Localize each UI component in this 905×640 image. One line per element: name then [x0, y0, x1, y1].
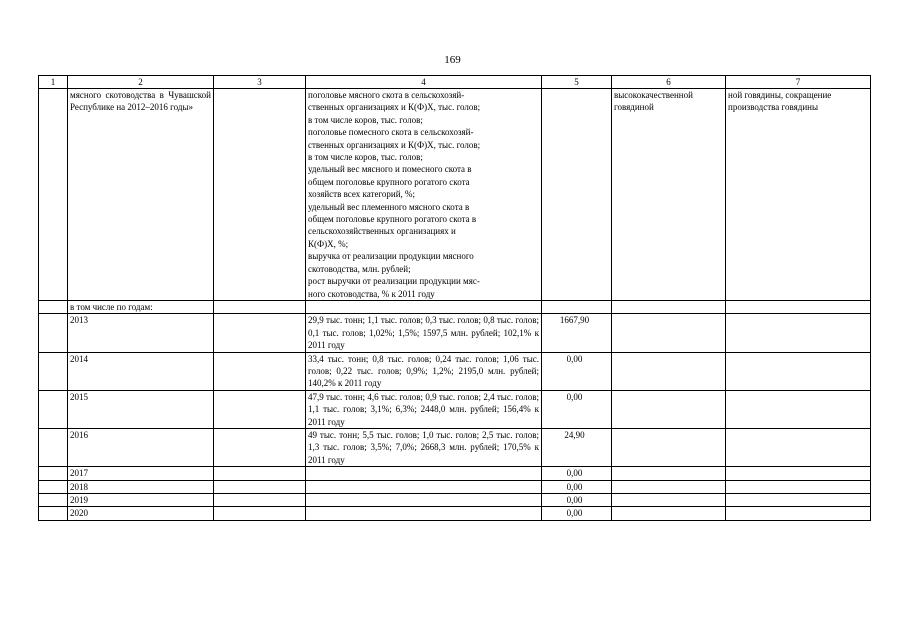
cell-year-6	[612, 390, 726, 428]
cell-year-1	[39, 507, 68, 520]
year-indicators-cell: 47,9 тыс. тонн; 4,6 тыс. голов; 0,9 тыс. голов; 2,4 тыс. голов; 1,1 тыс. голов; 3,1%; 6,3%; 2448,0 млн. рублей; 156,4% к 2011 году	[306, 390, 542, 428]
cell-year-3	[214, 352, 306, 390]
cell-years-3	[214, 300, 306, 313]
col-header-5: 5	[542, 76, 612, 89]
cell-intro-3	[214, 89, 306, 301]
year-indicators-cell	[306, 507, 542, 520]
cell-year-7	[726, 507, 871, 520]
cell-year-6	[612, 507, 726, 520]
cell-year-1	[39, 390, 68, 428]
cell-year-1	[39, 467, 68, 480]
expected-result-cell: высококачественной говядиной	[612, 89, 726, 301]
year-cell: 2018	[68, 480, 214, 493]
year-cell: 2019	[68, 494, 214, 507]
cell-year-6	[612, 428, 726, 466]
year-indicators-cell: 29,9 тыс. тонн; 1,1 тыс. голов; 0,3 тыс. голов; 0,8 тыс. голов; 0,1 тыс. голов; 1,02%; 1,5%; 1597,5 млн. рублей; 102,1% к 2011 году	[306, 314, 542, 352]
indicator-line: К(Ф)Х, %;	[308, 238, 349, 249]
cell-year-1	[39, 494, 68, 507]
year-indicators-cell	[306, 467, 542, 480]
indicator-line: удельный вес племенного мясного скота в	[308, 201, 470, 212]
result-continuation-cell: ной говядины, сокращение производства говядины	[726, 89, 871, 301]
year-row	[39, 428, 871, 466]
indicator-line: поголовье мясного скота в сельскохозяй-	[308, 90, 465, 100]
year-cell: 2017	[68, 467, 214, 480]
cell-year-7	[726, 467, 871, 480]
indicator-line: скотоводства, млн. рублей;	[308, 263, 411, 274]
by-years-label: в том числе по годам:	[68, 300, 214, 313]
cell-year-3	[214, 494, 306, 507]
program-title-cell: мясного скотоводства в Чувашской Республике на 2012–2016 годы»	[68, 89, 214, 301]
indicator-line: поголовье помесного скота в сельскохозяй-	[308, 127, 474, 138]
col-header-7: 7	[726, 76, 871, 89]
indicator-line: в том числе коров, тыс. голов;	[308, 114, 423, 125]
indicator-line: сельскохозяйственных организациях и	[308, 226, 456, 237]
cell-year-6	[612, 480, 726, 493]
funding-amount-cell: 0,00	[542, 390, 612, 428]
indicator-line: в том числе коров, тыс. голов;	[308, 152, 423, 163]
indicator-line: общем поголовье крупного рогатого скота в	[308, 214, 477, 225]
col-header-6: 6	[612, 76, 726, 89]
cell-years-4	[306, 300, 542, 313]
cell-year-7	[726, 428, 871, 466]
year-row	[39, 494, 871, 507]
by-years-row	[39, 300, 871, 313]
funding-amount-cell: 1667,90	[542, 314, 612, 352]
funding-amount-cell: 0,00	[542, 507, 612, 520]
cell-years-6	[612, 300, 726, 313]
cell-year-7	[726, 352, 871, 390]
indicator-line: хозяйств всех категорий, %;	[308, 189, 416, 200]
cell-years-5	[542, 300, 612, 313]
cell-year-1	[39, 352, 68, 390]
cell-year-3	[214, 390, 306, 428]
funding-amount-cell: 0,00	[542, 494, 612, 507]
cell-intro-5	[542, 89, 612, 301]
year-indicators-cell: 33,4 тыс. тонн; 0,8 тыс. голов; 0,24 тыс. голов; 1,06 тыс. голов; 0,22 тыс. голов; 0,9%; 1,2%; 2195,0 млн. рублей; 140,2% к 2011 году	[306, 352, 542, 390]
indicator-line: удельный вес мясного и помесного скота в	[308, 164, 472, 175]
cell-year-3	[214, 314, 306, 352]
funding-amount-cell: 0,00	[542, 480, 612, 493]
cell-year-6	[612, 352, 726, 390]
year-cell: 2020	[68, 507, 214, 520]
cell-years-7	[726, 300, 871, 313]
col-header-2: 2	[68, 76, 214, 89]
funding-amount-cell: 0,00	[542, 352, 612, 390]
funding-amount-cell: 0,00	[542, 467, 612, 480]
year-row	[39, 480, 871, 493]
program-table	[38, 75, 871, 521]
year-row	[39, 467, 871, 480]
cell-year-7	[726, 494, 871, 507]
cell-year-6	[612, 467, 726, 480]
year-cell: 2015	[68, 390, 214, 428]
funding-amount-cell: 24,90	[542, 428, 612, 466]
year-cell: 2013	[68, 314, 214, 352]
cell-year-7	[726, 314, 871, 352]
year-row	[39, 390, 871, 428]
cell-year-7	[726, 480, 871, 493]
year-row	[39, 352, 871, 390]
year-row	[39, 314, 871, 352]
indicator-line: ственных организациях и К(Ф)Х, тыс. голов;	[308, 139, 481, 150]
year-cell: 2016	[68, 428, 214, 466]
indicator-line: ственных организациях и К(Ф)Х, тыс. голов;	[308, 102, 481, 113]
year-row	[39, 507, 871, 520]
cell-intro-1	[39, 89, 68, 301]
page-number: 169	[444, 54, 461, 66]
year-cell: 2014	[68, 352, 214, 390]
indicator-line: выручка от реализации продукции мясного	[308, 251, 474, 262]
indicator-line: рост выручки от реализации продукции мяс-	[308, 276, 480, 287]
indicators-list-cell	[306, 89, 542, 301]
year-indicators-cell	[306, 494, 542, 507]
col-header-3: 3	[214, 76, 306, 89]
cell-years-1	[39, 300, 68, 313]
year-indicators-cell	[306, 480, 542, 493]
column-number-row	[39, 76, 871, 89]
cell-year-6	[612, 314, 726, 352]
cell-year-3	[214, 467, 306, 480]
cell-year-1	[39, 314, 68, 352]
cell-year-7	[726, 390, 871, 428]
cell-year-3	[214, 507, 306, 520]
indicator-line: общем поголовье крупного рогатого скота	[308, 176, 470, 187]
cell-year-1	[39, 428, 68, 466]
cell-year-1	[39, 480, 68, 493]
year-indicators-cell: 49 тыс. тонн; 5,5 тыс. голов; 1,0 тыс. голов; 2,5 тыс. голов; 1,3 тыс. голов; 3,5%; 7,0%; 2668,3 млн. рублей; 170,5% к 2011 году	[306, 428, 542, 466]
col-header-4: 4	[306, 76, 542, 89]
indicator-line: ного скотоводства, % к 2011 году	[308, 288, 435, 299]
intro-row	[39, 89, 871, 301]
col-header-1: 1	[39, 76, 68, 89]
cell-year-3	[214, 480, 306, 493]
cell-year-3	[214, 428, 306, 466]
cell-year-6	[612, 494, 726, 507]
